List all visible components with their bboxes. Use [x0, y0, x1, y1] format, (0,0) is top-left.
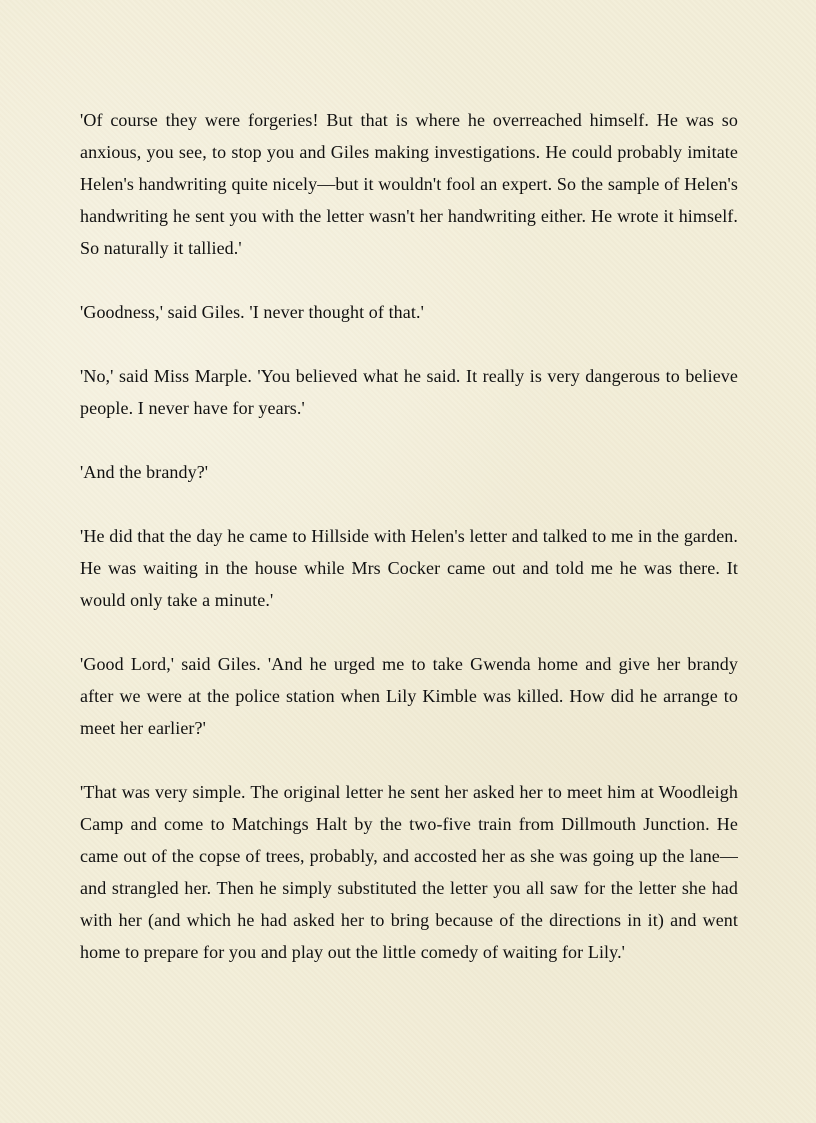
paragraph-brandy-question: 'And the brandy?' [80, 462, 209, 482]
paragraph-miss-marple: 'No,' said Miss Marple. 'You believed what he said. It really is very dangerous to believe people. I never have for years.' [80, 366, 738, 418]
paragraph-good-lord: 'Good Lord,' said Giles. 'And he urged me to take Gwenda home and give her brandy after we were at the police station when Lily Kimble was killed. How did he arrange to meet her earlier?' [80, 654, 738, 738]
page-text [80, 104, 738, 968]
paragraph-goodness: 'Goodness,' said Giles. 'I never thought of that.' [80, 302, 424, 322]
paragraph-hillside: 'He did that the day he came to Hillside with Helen's letter and talked to me in the garden. He was waiting in the house while Mrs Cocker came out and told me he was there. It would only take a minute.' [80, 526, 738, 610]
paragraph-original-letter: 'That was very simple. The original letter he sent her asked her to meet him at Woodleigh Camp and come to Matchings Halt by the two-five train from Dillmouth Junction. He came out of the copse of trees, probably, and accosted her as she was going up the lane—and strangled her. Then he simply substituted the letter you all saw for the letter she had with her (and which he had asked her to bring because of the directions in it) and went home to prepare for you and play out the little comedy of waiting for Lily.' [80, 782, 738, 962]
paragraph-forgeries: 'Of course they were forgeries! But that is where he overreached himself. He was so anxious, you see, to stop you and Giles making investigations. He could probably imitate Helen's handwriting quite nicely—but it wouldn't fool an expert. So the sample of Helen's handwriting he sent you with the letter wasn't her handwriting either. He wrote it himself. So naturally it tallied.' [80, 110, 738, 258]
